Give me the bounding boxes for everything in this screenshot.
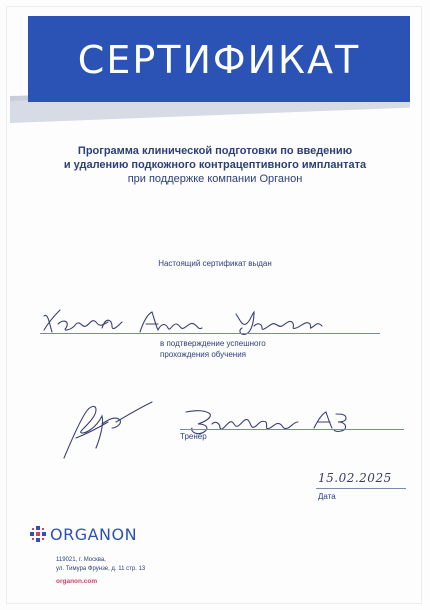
address-line-1: 119021, г. Москва,: [56, 557, 106, 563]
date-label: Дата: [318, 492, 336, 501]
confirmation-line-2: прохождения обучения: [160, 350, 247, 359]
address-line-2: ул. Тимура Фрунзе, д. 11 стр. 13: [56, 566, 146, 572]
issued-to-label: Настоящий сертификат выдан: [158, 259, 272, 268]
company-address: [56, 556, 145, 574]
trainer-signature-line: [180, 429, 404, 430]
recipient-name-signature: [40, 306, 340, 336]
program-description: [20, 144, 410, 186]
program-line-3: при поддержке компании Органон: [127, 173, 303, 185]
trainer-label: Тренер: [180, 432, 207, 441]
title-banner: [28, 16, 410, 102]
date-line: [316, 488, 406, 489]
issue-date: 15.02.2025: [318, 471, 392, 485]
certificate-title: СЕРТИФИКАТ: [77, 38, 361, 82]
confirmation-line-1: в подтверждение успешного: [160, 339, 266, 348]
organon-logo: [30, 524, 137, 544]
logo-text: ORGANON: [50, 524, 138, 544]
program-line-2: и удалению подкожного контрацептивного имплантата: [63, 159, 367, 171]
recipient-name-line: [40, 333, 380, 334]
director-signature: [56, 394, 156, 464]
organon-cross-icon: [30, 526, 46, 542]
program-line-1: Программа клинической подготовки по введению: [77, 145, 353, 157]
confirmation-text: [160, 338, 360, 360]
company-website: organon.com: [56, 578, 98, 585]
